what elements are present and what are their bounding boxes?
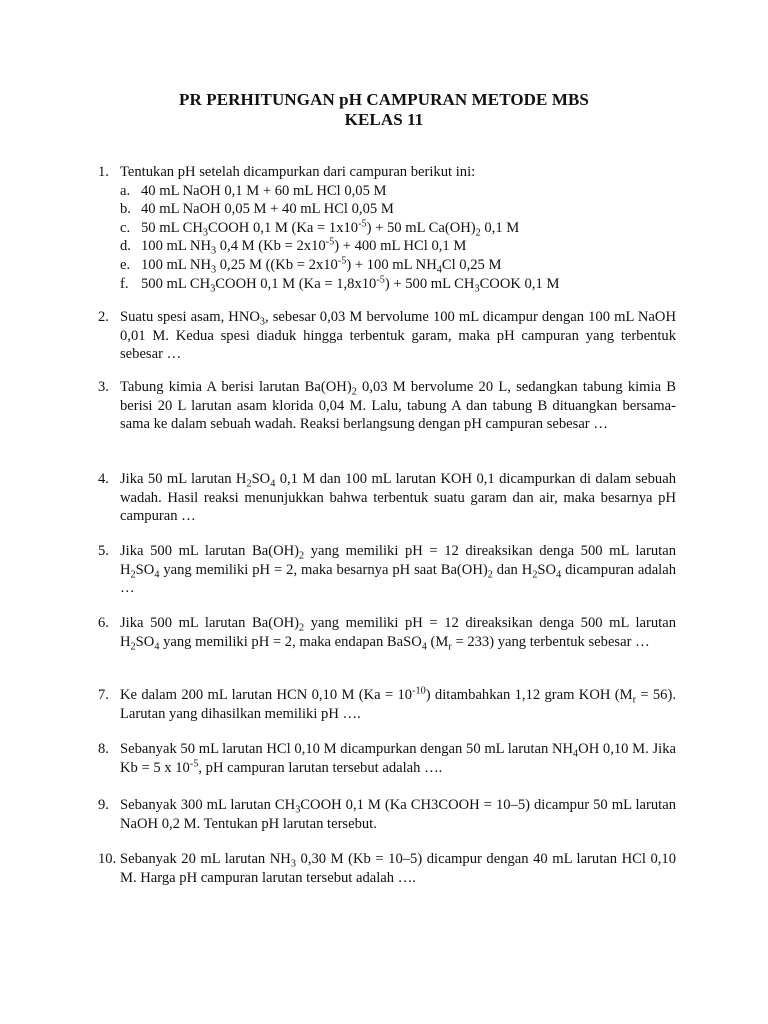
document-title: PR PERHITUNGAN pH CAMPURAN METODE MBS — [179, 90, 589, 109]
question-text: Jika 500 mL larutan $Ba(OH)_2$ yang memiliki pH = 12 direaksikan denga 500 mL larutan $H_2SO_4$ yang memiliki pH = 2, maka besarnya pH saat $Ba(OH)_2$ dan $H_2SO_4$ dicampuran adalah … — [120, 543, 676, 597]
question-text: Ke dalam 200 mL larutan HCN 0,10 M $(Ka = 10^{-10})$ ditambahkan 1,12 gram KOH $(M_r = 56)$. Larutan yang dihasilkan memiliki pH …. — [120, 685, 676, 722]
question-5 — [98, 542, 676, 598]
question-number: 2. — [98, 309, 109, 325]
question-4 — [98, 470, 676, 526]
option-text: 100 mL $NH_3$ 0,25 M ($(Kb = 2x10^{-5}) + 100$ mL $NH_4Cl$ 0,25 M — [141, 255, 502, 276]
question-text: Sebanyak 300 mL larutan $CH_3COOH$ 0,1 M (Ka CH3COOH = 10–5) dicampur 50 mL larutan NaOH 0,2 M. Tentukan pH larutan tersebut. — [120, 797, 676, 832]
question-number: 10. — [98, 851, 117, 867]
document-subtitle: KELAS 11 — [344, 110, 424, 129]
question-2 — [98, 308, 676, 364]
option-text: 50 mL $CH_3COOH$ 0,1 M $(Ka = 1x10^{-5}) + 50$ mL $Ca(OH)_2$ 0,1 M — [141, 218, 520, 239]
question-text: Jika 500 mL larutan $Ba(OH)_2$ yang memiliki pH = 12 direaksikan denga 500 mL larutan $H_2SO_4$ yang memiliki pH = 2, maka endapan BaSO$_4$ $(M_r = 233)$ yang terbentuk sebesar … — [120, 615, 676, 653]
option-text: 100 mL $NH_3$ 0,4 M $(Kb = 2x10^{-5}) + 400$ mL HCl 0,1 M — [141, 236, 467, 257]
question-text: Suatu spesi asam, $HNO_3$, sebesar 0,03 M bervolume 100 mL dicampur dengan 100 mL NaOH 0,01 M. Kedua spesi diaduk hingga terbentuk garam, maka pH campuran yang terbentuk sebesar … — [120, 309, 676, 363]
option-label: e. — [120, 256, 131, 273]
option-item — [120, 275, 676, 294]
option-list — [120, 182, 676, 294]
question-number: 4. — [98, 471, 109, 487]
question-text: Jika 50 mL larutan $H_2SO_4$ 0,1 M dan 100 mL larutan KOH 0,1 dicampurkan di dalam sebuah wadah. Hasil reaksi menunjukkan bahwa terbentuk suatu garam dan air, maka besarnya pH campuran … — [120, 471, 677, 525]
question-number: 1. — [98, 164, 109, 180]
question-9 — [98, 796, 676, 833]
option-label: a. — [120, 182, 131, 199]
option-label: f. — [120, 275, 129, 292]
option-label: b. — [120, 201, 131, 218]
option-text: 40 mL NaOH 0,05 M + 40 mL HCl 0,05 M — [141, 201, 394, 218]
question-8 — [98, 740, 676, 777]
question-6 — [98, 614, 676, 651]
question-number: 5. — [98, 543, 109, 559]
option-label: d. — [120, 238, 131, 255]
question-3 — [98, 378, 676, 434]
question-text: Sebanyak 20 mL larutan $NH_3$ 0,30 M (Kb = 10–5) dicampur dengan 40 mL larutan HCl 0,10 M. Harga pH campuran larutan tersebut adalah …. — [120, 851, 676, 886]
option-item — [120, 256, 676, 275]
option-item — [120, 182, 676, 201]
option-item — [120, 200, 676, 219]
question-number: 8. — [98, 741, 109, 757]
question-number: 6. — [98, 615, 109, 631]
option-label: c. — [120, 219, 131, 236]
option-text: 500 mL $CH_3COOH$ 0,1 M $(Ka = 1,8x10^{-5}) + 500$ mL $CH_3COOK$ 0,1 M — [141, 273, 560, 295]
option-item — [120, 219, 676, 238]
question-number: 3. — [98, 379, 109, 395]
question-text: Tentukan pH setelah dicampurkan dari campuran berikut ini: — [120, 164, 476, 180]
option-item — [120, 237, 676, 256]
question-7 — [98, 686, 676, 723]
question-text: Tabung kimia A berisi larutan $Ba(OH)_2$ 0,03 M bervolume 20 L, sedangkan tabung kimia B berisi 20 L larutan asam klorida 0,04 M. Lalu, tabung A dan tabung B dituangkan bersama-sama ke dalam sebuah wadah. Reaksi berlangsung dengan pH campuran sebesar … — [120, 379, 677, 433]
question-number: 7. — [98, 687, 109, 703]
question-1 — [98, 163, 676, 293]
question-10 — [98, 850, 676, 887]
question-number: 9. — [98, 797, 109, 813]
option-text: 40 mL NaOH 0,1 M + 60 mL HCl 0,05 M — [141, 182, 387, 199]
question-text: Sebanyak 50 mL larutan HCl 0,10 M dicampurkan dengan 50 mL larutan $NH_4OH$ 0,10 M. Jika Kb = 5 x $10^{-5}$, pH campuran larutan tersebut adalah …. — [120, 741, 677, 776]
